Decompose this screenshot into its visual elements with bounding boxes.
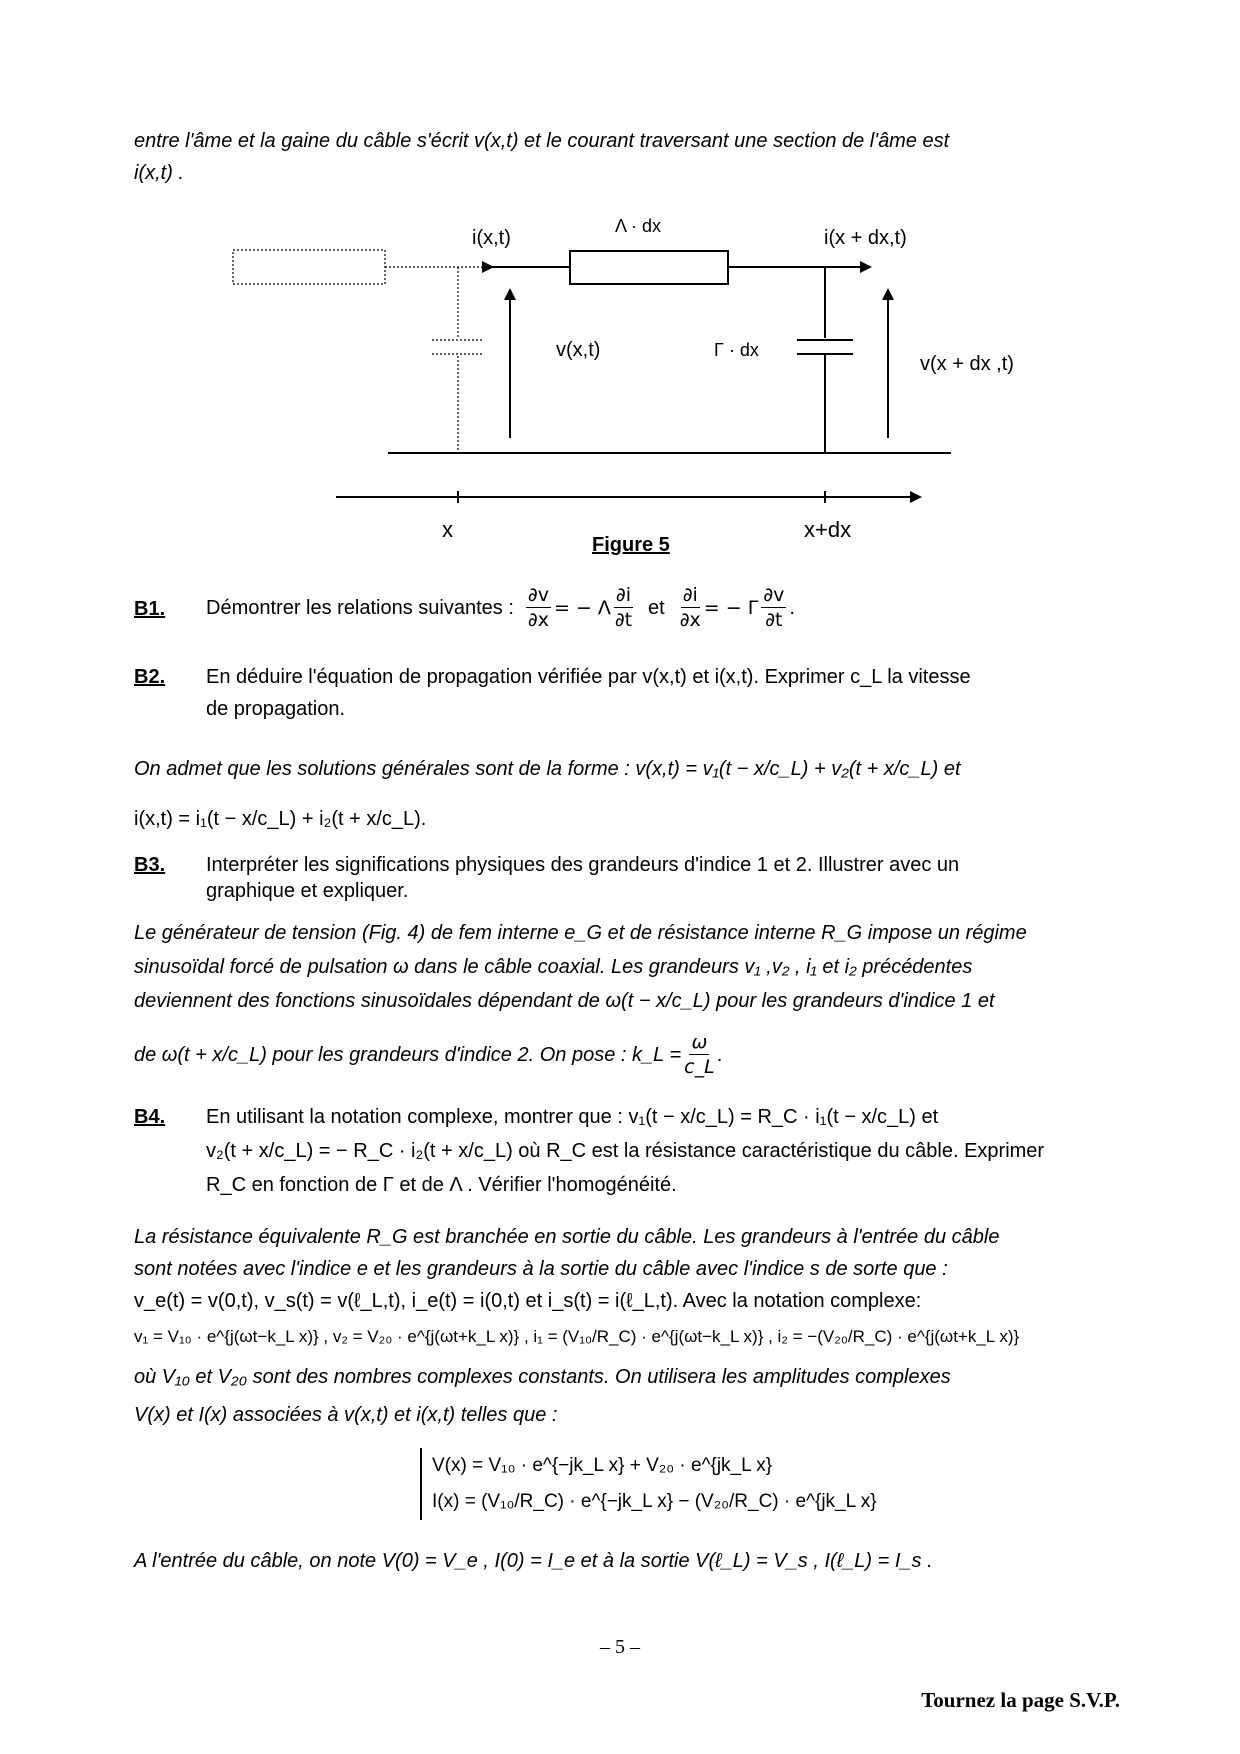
gen-kl-den: c_L [684, 1056, 715, 1078]
b1-body [206, 583, 1106, 632]
b4-line-2: v₂(t + x/c_L) = − R_C · i₂(t + x/c_L) où R_C est la résistance caractéristique du câble. Exprimer [206, 1140, 1045, 1162]
label-v-out: v(x + dx ,t) [920, 353, 1014, 375]
b1-eq1-mid: = − Λ [554, 596, 611, 619]
final-line: A l'entrée du câble, on note V(0) = V_e , I(0) = I_e et à la sortie V(ℓ_L) = V_s , I(ℓ_L) = I_s . [134, 1550, 933, 1572]
b1-eq1-frac1 [526, 583, 551, 632]
b1-eq1-frac2 [614, 583, 633, 632]
res-line-4: v₁ = V₁₀ · e^{j(ωt−k_L x)} , v₂ = V₂₀ · e^{j(ωt+k_L x)} , i₁ = (V₁₀/R_C) · e^{j(ωt−k_L x)} , i₂ = −(V₂₀/R_C) · e^{j(ωt+k_L x)} [134, 1327, 1020, 1346]
b1-text: Démontrer les relations suivantes : [206, 596, 514, 619]
label-i-in: i(x,t) [472, 227, 511, 249]
b1-eq2-den2: ∂t [765, 609, 783, 631]
label-xdx: x+dx [804, 517, 852, 542]
b3-tag: B3. [134, 854, 166, 876]
label-v-in: v(x,t) [556, 339, 601, 361]
figure-caption: Figure 5 [592, 534, 670, 556]
intro-line-2: i(x,t) . [134, 162, 184, 184]
res-line-3: v_e(t) = v(0,t), v_s(t) = v(ℓ_L,t), i_e(t) = i(0,t) et i_s(t) = i(ℓ_L,t). Avec la notation complexe: [134, 1290, 922, 1312]
gen-kl-frac [684, 1030, 715, 1079]
b1-eq2-den: ∂x [679, 609, 701, 631]
b1-eq2-mid: = − Γ [703, 596, 759, 619]
gen-line-2: sinusoïdal forcé de pulsation ω dans le câble coaxial. Les grandeurs v₁ ,v₂ , i₁ et i₂ précédentes [134, 956, 973, 978]
system-eq-2: I(x) = (V₁₀/R_C) · e^{−jk_L x} − (V₂₀/R_C) · e^{jk_L x} [432, 1491, 877, 1512]
b3-line-2: graphique et expliquer. [206, 880, 409, 902]
res-line-5: où V₁₀ et V₂₀ sont des nombres complexes constants. On utilisera les amplitudes complexes [134, 1366, 951, 1388]
inductance-box [570, 251, 728, 284]
b1-connector: et [648, 596, 665, 619]
res-line-6: V(x) et I(x) associées à v(x,t) et i(x,t) telles que : [134, 1404, 558, 1426]
turn-page-note: Tournez la page S.V.P. [921, 1688, 1120, 1712]
previous-section-box [233, 250, 385, 284]
b1-end: . [789, 596, 795, 619]
label-i-out: i(x + dx,t) [824, 227, 907, 249]
system-eq-1: V(x) = V₁₀ · e^{−jk_L x} + V₂₀ · e^{jk_L x} [432, 1455, 773, 1476]
figure-5-circuit [0, 190, 1240, 542]
intro-line-1: entre l'âme et la gaine du câble s'écrit v(x,t) et le courant traversant une section de l'âme est [134, 130, 950, 152]
gen-line-1: Le générateur de tension (Fig. 4) de fem interne e_G et de résistance interne R_G impose un régime [134, 922, 1027, 944]
b1-eq2-frac2 [761, 583, 786, 632]
b4-line-1: En utilisant la notation complexe, montrer que : v₁(t − x/c_L) = R_C · i₁(t − x/c_L) et [206, 1106, 939, 1128]
b2-tag: B2. [134, 666, 166, 688]
gen-line-3: deviennent des fonctions sinusoïdales dépendant de ω(t − x/c_L) pour les grandeurs d'indice 1 et [134, 990, 995, 1012]
b1-eq2-frac1 [680, 583, 701, 632]
gen-kl-num: ω [691, 1031, 708, 1053]
b1-eq2-num: ∂i [682, 584, 698, 606]
page-number: – 5 – [600, 1636, 640, 1658]
label-x: x [442, 517, 453, 542]
gen-line-4-end: . [717, 1043, 724, 1066]
label-inductance: Λ · dx [615, 216, 662, 236]
b2-line-2: de propagation. [206, 698, 346, 720]
b1-eq1-den2: ∂t [614, 609, 633, 631]
b4-line-3: R_C en fonction de Γ et de Λ . Vérifier l'homogénéité. [206, 1174, 677, 1196]
res-line-2: sont notées avec l'indice e et les grandeurs à la sortie du câble avec l'indice s de sorte que : [134, 1258, 948, 1280]
b1-eq1-num: ∂v [527, 584, 549, 606]
admit-line-1: On admet que les solutions générales sont de la forme : v(x,t) = v₁(t − x/c_L) + v₂(t + x/c_L) et [134, 758, 961, 780]
equation-system [420, 1448, 877, 1520]
gen-line-4-text: de ω(t + x/c_L) pour les grandeurs d'indice 2. On pose : k_L = [134, 1043, 682, 1066]
admit-line-2: i(x,t) = i₁(t − x/c_L) + i₂(t + x/c_L). [134, 808, 427, 830]
b3-line-1: Interpréter les significations physiques des grandeurs d'indice 1 et 2. Illustrer avec un [206, 854, 960, 876]
res-line-1: La résistance équivalente R_G est branchée en sortie du câble. Les grandeurs à l'entrée du câble [134, 1226, 1000, 1248]
b1-eq1-den: ∂x [527, 609, 549, 631]
b1-tag: B1. [134, 598, 166, 620]
b1-eq1-num2: ∂i [615, 584, 632, 606]
label-capacitance: Γ · dx [714, 340, 759, 360]
b2-line-1: En déduire l'équation de propagation vérifiée par v(x,t) et i(x,t). Exprimer c_L la vitesse [206, 666, 971, 688]
b4-tag: B4. [134, 1106, 166, 1128]
b1-eq2-num2: ∂v [763, 584, 785, 606]
gen-line-4 [134, 1030, 1106, 1079]
